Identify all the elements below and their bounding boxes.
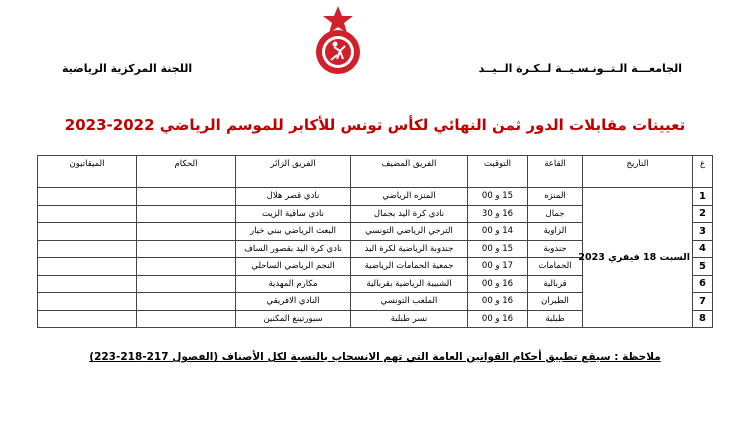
row-time: 16 و 00 (468, 310, 528, 328)
header-timekeepers: الميقاتيون (38, 156, 137, 188)
row-time: 15 و 00 (468, 240, 528, 258)
row-timekeepers (38, 240, 137, 258)
row-hall: طبلبة (528, 310, 583, 328)
header-hall: القاعة (528, 156, 583, 188)
row-referee (137, 310, 236, 328)
row-hall: الزاوية (528, 223, 583, 241)
row-away: سبورتينغ المكنين (236, 310, 351, 328)
row-home: جمعية الحمامات الرياضية (351, 258, 468, 276)
row-hall: جمال (528, 205, 583, 223)
table-row (38, 188, 713, 206)
row-away: مكارم المهدية (236, 275, 351, 293)
row-away: نادي كرة اليد بقصور الساف (236, 240, 351, 258)
row-num: 8 (693, 310, 713, 328)
table-header-row (38, 156, 713, 188)
federation-logo (309, 4, 367, 76)
row-referee (137, 293, 236, 311)
row-away: نادي ساقية الزيت (236, 205, 351, 223)
row-away: البعث الرياضي ببني خيار (236, 223, 351, 241)
note: ملاحظة : سيقع تطبيق أحكام القوانين العامة التي تهم الانسحاب بالنسبة لكل الأصناف (الفصول 217-218-223) (89, 351, 661, 363)
row-num: 2 (693, 205, 713, 223)
row-time: 16 و 00 (468, 293, 528, 311)
row-timekeepers (38, 275, 137, 293)
row-referee (137, 240, 236, 258)
row-home: نادي كرة اليد بجمال (351, 205, 468, 223)
row-num: 6 (693, 275, 713, 293)
row-timekeepers (38, 205, 137, 223)
row-away: نادي قصر هلال (236, 188, 351, 206)
row-num: 7 (693, 293, 713, 311)
row-away: النجم الرياضي الساحلي (236, 258, 351, 276)
row-home: الملعب التونسي (351, 293, 468, 311)
header-date: التاريخ (583, 156, 693, 188)
row-referee (137, 188, 236, 206)
row-hall: الطيران (528, 293, 583, 311)
row-home: المنزه الرياضي (351, 188, 468, 206)
row-num: 4 (693, 240, 713, 258)
row-num: 3 (693, 223, 713, 241)
row-timekeepers (38, 188, 137, 206)
row-referee (137, 205, 236, 223)
row-referee (137, 223, 236, 241)
row-time: 16 و 30 (468, 205, 528, 223)
header-num: ع (693, 156, 713, 188)
row-timekeepers (38, 293, 137, 311)
row-hall: جندوبة (528, 240, 583, 258)
row-timekeepers (38, 258, 137, 276)
row-home: الشبيبة الرياضية بقربالية (351, 275, 468, 293)
row-referee (137, 258, 236, 276)
row-time: 15 و 00 (468, 188, 528, 206)
committee-name: اللجنة المركزية الرياضية (62, 62, 193, 75)
row-time: 16 و 00 (468, 275, 528, 293)
row-home: الترجي الرياضي التونسي (351, 223, 468, 241)
row-away: النادي الافريقي (236, 293, 351, 311)
row-home: نسر طبلبة (351, 310, 468, 328)
row-hall: المنزه (528, 188, 583, 206)
row-timekeepers (38, 223, 137, 241)
header-home: الفريق المضيف (351, 156, 468, 188)
match-date: السبت 18 فيفري 2023 (583, 188, 693, 328)
row-time: 14 و 00 (468, 223, 528, 241)
federation-name: الجامعـــة الـتــونـسـيــة لــكـرة الــيــد (478, 62, 682, 75)
schedule-table (37, 155, 713, 328)
row-referee (137, 275, 236, 293)
row-num: 1 (693, 188, 713, 206)
header-time: التوقيت (468, 156, 528, 188)
header-away: الفريق الزائر (236, 156, 351, 188)
row-num: 5 (693, 258, 713, 276)
row-time: 17 و 00 (468, 258, 528, 276)
page-title: تعيينات مقابلات الدور ثمن النهائي لكأس تونس للأكابر للموسم الرياضي 2022-2023 (64, 116, 686, 134)
header-referee: الحكام (137, 156, 236, 188)
row-home: جندوبة الرياضية لكرة اليد (351, 240, 468, 258)
row-timekeepers (38, 310, 137, 328)
row-hall: الحمامات (528, 258, 583, 276)
row-hall: قربالية (528, 275, 583, 293)
